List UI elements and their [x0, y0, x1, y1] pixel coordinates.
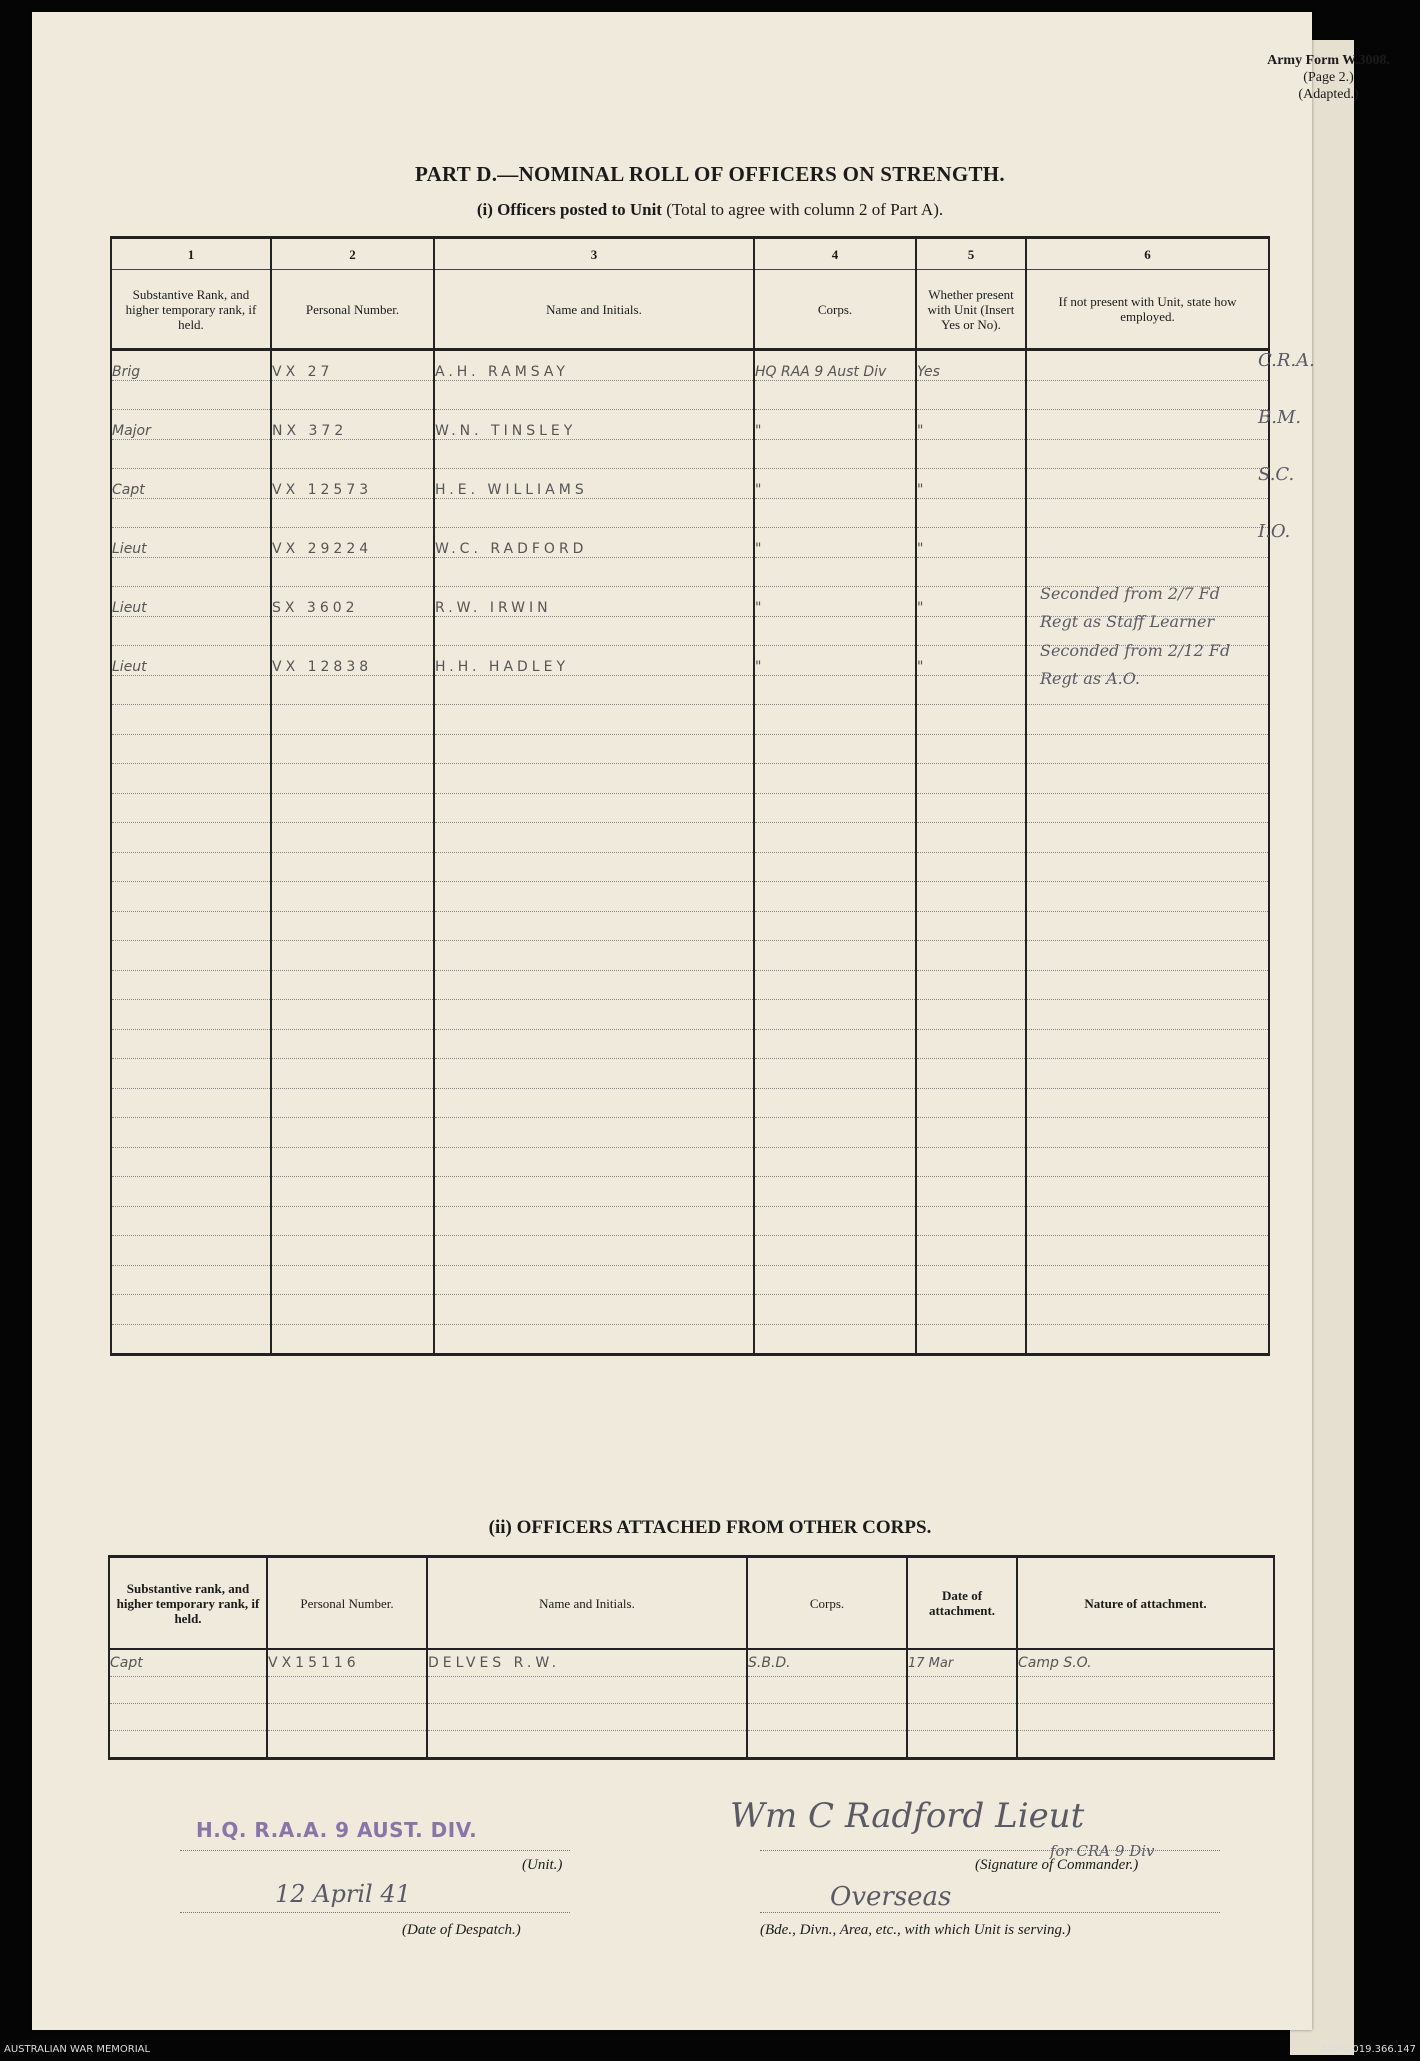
- form-page-number: (Page 2.): [1303, 70, 1354, 85]
- officer-present: ": [916, 410, 1026, 440]
- col-header-rank: Substantive Rank, and higher temporary rank, if held.: [111, 270, 271, 350]
- section-i-title: [0, 200, 1420, 220]
- attached-officers-table: [108, 1555, 1275, 1760]
- officer-number: VX 12838: [271, 646, 434, 676]
- officer-row-blank: [111, 882, 1269, 912]
- officer-row: [111, 410, 1269, 440]
- attach-header-date: Date of attachment.: [907, 1557, 1017, 1650]
- officer-corps: ": [754, 587, 916, 617]
- officer-row-blank: [111, 764, 1269, 794]
- col-number: 6: [1026, 238, 1269, 270]
- officer-row-blank: [111, 1000, 1269, 1030]
- attached-date: 17 Mar: [907, 1649, 1017, 1677]
- attach-header-corps: Corps.: [747, 1557, 907, 1650]
- officer-row-blank: [111, 1206, 1269, 1236]
- attached-row-blank: [109, 1704, 1274, 1731]
- officer-row: [111, 528, 1269, 558]
- commander-signature: Wm C Radford Lieut: [730, 1796, 1085, 1836]
- officer-row-blank: [111, 1295, 1269, 1325]
- officer-row: [111, 350, 1269, 381]
- attached-nature: Camp S.O.: [1017, 1649, 1274, 1677]
- officer-row-blank: [111, 1324, 1269, 1355]
- attached-number: VX15116: [267, 1649, 427, 1677]
- officer-row-blank: [111, 1118, 1269, 1148]
- officer-row-blank: [111, 380, 1269, 410]
- officer-row-blank: [111, 823, 1269, 853]
- attached-row-blank: [109, 1731, 1274, 1759]
- officer-row-blank: [111, 705, 1269, 735]
- section-i-label: (i) Officers posted to Unit: [476, 200, 662, 219]
- officer-row-blank: [111, 734, 1269, 764]
- unit-label: (Unit.): [522, 1857, 563, 1873]
- officer-present: ": [916, 646, 1026, 676]
- attached-row: [109, 1649, 1274, 1677]
- officer-role-note: I.O.: [1258, 521, 1291, 542]
- officer-row-blank: [111, 439, 1269, 469]
- officer-row-blank: [111, 498, 1269, 528]
- serving-value: Overseas: [830, 1882, 952, 1912]
- officers-on-strength-table: [110, 236, 1270, 1356]
- col-number: 4: [754, 238, 916, 270]
- officer-name: H.H. HADLEY: [434, 646, 754, 676]
- officer-number: VX 12573: [271, 469, 434, 499]
- signature-line: [760, 1850, 1220, 1851]
- page-title: PART D.—NOMINAL ROLL OF OFFICERS ON STRENGTH.: [415, 162, 1005, 186]
- attach-header-rank: Substantive rank, and higher temporary rank, if held.: [109, 1557, 267, 1650]
- archive-right: AWM2019.366.147: [1321, 2044, 1416, 2055]
- officer-rank: Major: [111, 410, 271, 440]
- officer-rank: Brig: [111, 350, 271, 381]
- officer-rank: Lieut: [111, 646, 271, 676]
- officer-rank: Capt: [111, 469, 271, 499]
- col-header-name: Name and Initials.: [434, 270, 754, 350]
- officer-name: W.C. RADFORD: [434, 528, 754, 558]
- form-identifier: [1267, 52, 1390, 103]
- col-number: 1: [111, 238, 271, 270]
- officer-row-blank: [111, 1177, 1269, 1207]
- date-line: [180, 1912, 570, 1913]
- officer-corps: ": [754, 469, 916, 499]
- officer-number: VX 29224: [271, 528, 434, 558]
- section-ii-title: (ii) OFFICERS ATTACHED FROM OTHER CORPS.: [488, 1517, 932, 1538]
- attached-corps: S.B.D.: [747, 1649, 907, 1677]
- officer-rank: Lieut: [111, 587, 271, 617]
- officer-number: VX 27: [271, 350, 434, 381]
- signature-label: (Signature of Commander.): [975, 1857, 1139, 1873]
- officer-name: W.N. TINSLEY: [434, 410, 754, 440]
- officer-row-blank: [111, 1029, 1269, 1059]
- officer-row-blank: [111, 1236, 1269, 1266]
- officer-row-blank: [111, 941, 1269, 971]
- officer-present: ": [916, 469, 1026, 499]
- officer-corps: ": [754, 528, 916, 558]
- despatch-date: 12 April 41: [275, 1880, 411, 1908]
- col-header-present: Whether present with Unit (Insert Yes or No).: [916, 270, 1026, 350]
- officer-role-note: C.R.A.: [1258, 350, 1315, 371]
- form-adapted: (Adapted.): [1298, 87, 1359, 102]
- officer-employment-note: Seconded from 2/12 Fd Regt as A.O.: [1040, 641, 1231, 688]
- officer-row-blank: [111, 1059, 1269, 1089]
- officer-name: A.H. RAMSAY: [434, 350, 754, 381]
- attached-name: DELVES R.W.: [427, 1649, 747, 1677]
- date-label: (Date of Despatch.): [402, 1922, 521, 1938]
- officer-row-blank: [111, 911, 1269, 941]
- officer-row: [111, 469, 1269, 499]
- officer-row-blank: [111, 793, 1269, 823]
- officer-row-blank: [111, 1088, 1269, 1118]
- attach-header-nature: Nature of attachment.: [1017, 1557, 1274, 1650]
- col-number: 5: [916, 238, 1026, 270]
- unit-line: [180, 1850, 570, 1851]
- officer-number: NX 372: [271, 410, 434, 440]
- col-header-corps: Corps.: [754, 270, 916, 350]
- form-number: Army Form W.3008.: [1267, 53, 1390, 68]
- col-number: 3: [434, 238, 754, 270]
- signature-subscript: for CRA 9 Div: [1050, 1842, 1155, 1860]
- attached-rank: Capt: [109, 1649, 267, 1677]
- unit-stamp: H.Q. R.A.A. 9 AUST. DIV.: [196, 1818, 478, 1842]
- archive-strip: [0, 2040, 1420, 2061]
- officer-name: H.E. WILLIAMS: [434, 469, 754, 499]
- serving-label: (Bde., Divn., Area, etc., with which Unit is serving.): [760, 1922, 1071, 1938]
- col-number: 2: [271, 238, 434, 270]
- officer-present: Yes: [916, 350, 1026, 381]
- officer-row-blank: [111, 1265, 1269, 1295]
- attach-header-name: Name and Initials.: [427, 1557, 747, 1650]
- officer-number: SX 3602: [271, 587, 434, 617]
- officer-corps: HQ RAA 9 Aust Div: [754, 350, 916, 381]
- col-header-employment: If not present with Unit, state how employed.: [1026, 270, 1269, 350]
- serving-line: [760, 1912, 1220, 1913]
- officer-corps: ": [754, 646, 916, 676]
- attach-header-number: Personal Number.: [267, 1557, 427, 1650]
- officer-role-note: S.C.: [1258, 464, 1295, 485]
- officer-role-note: B.M.: [1258, 407, 1302, 428]
- col-header-number: Personal Number.: [271, 270, 434, 350]
- officer-row-blank: [111, 970, 1269, 1000]
- attached-row-blank: [109, 1677, 1274, 1704]
- archive-left: AUSTRALIAN WAR MEMORIAL: [4, 2044, 151, 2055]
- officer-rank: Lieut: [111, 528, 271, 558]
- officer-present: ": [916, 587, 1026, 617]
- officer-employment-note: Seconded from 2/7 Fd Regt as Staff Learner: [1040, 584, 1221, 631]
- officer-present: ": [916, 528, 1026, 558]
- section-i-note: (Total to agree with column 2 of Part A).: [661, 200, 944, 219]
- officer-name: R.W. IRWIN: [434, 587, 754, 617]
- officer-row-blank: [111, 1147, 1269, 1177]
- officer-corps: ": [754, 410, 916, 440]
- officer-row-blank: [111, 852, 1269, 882]
